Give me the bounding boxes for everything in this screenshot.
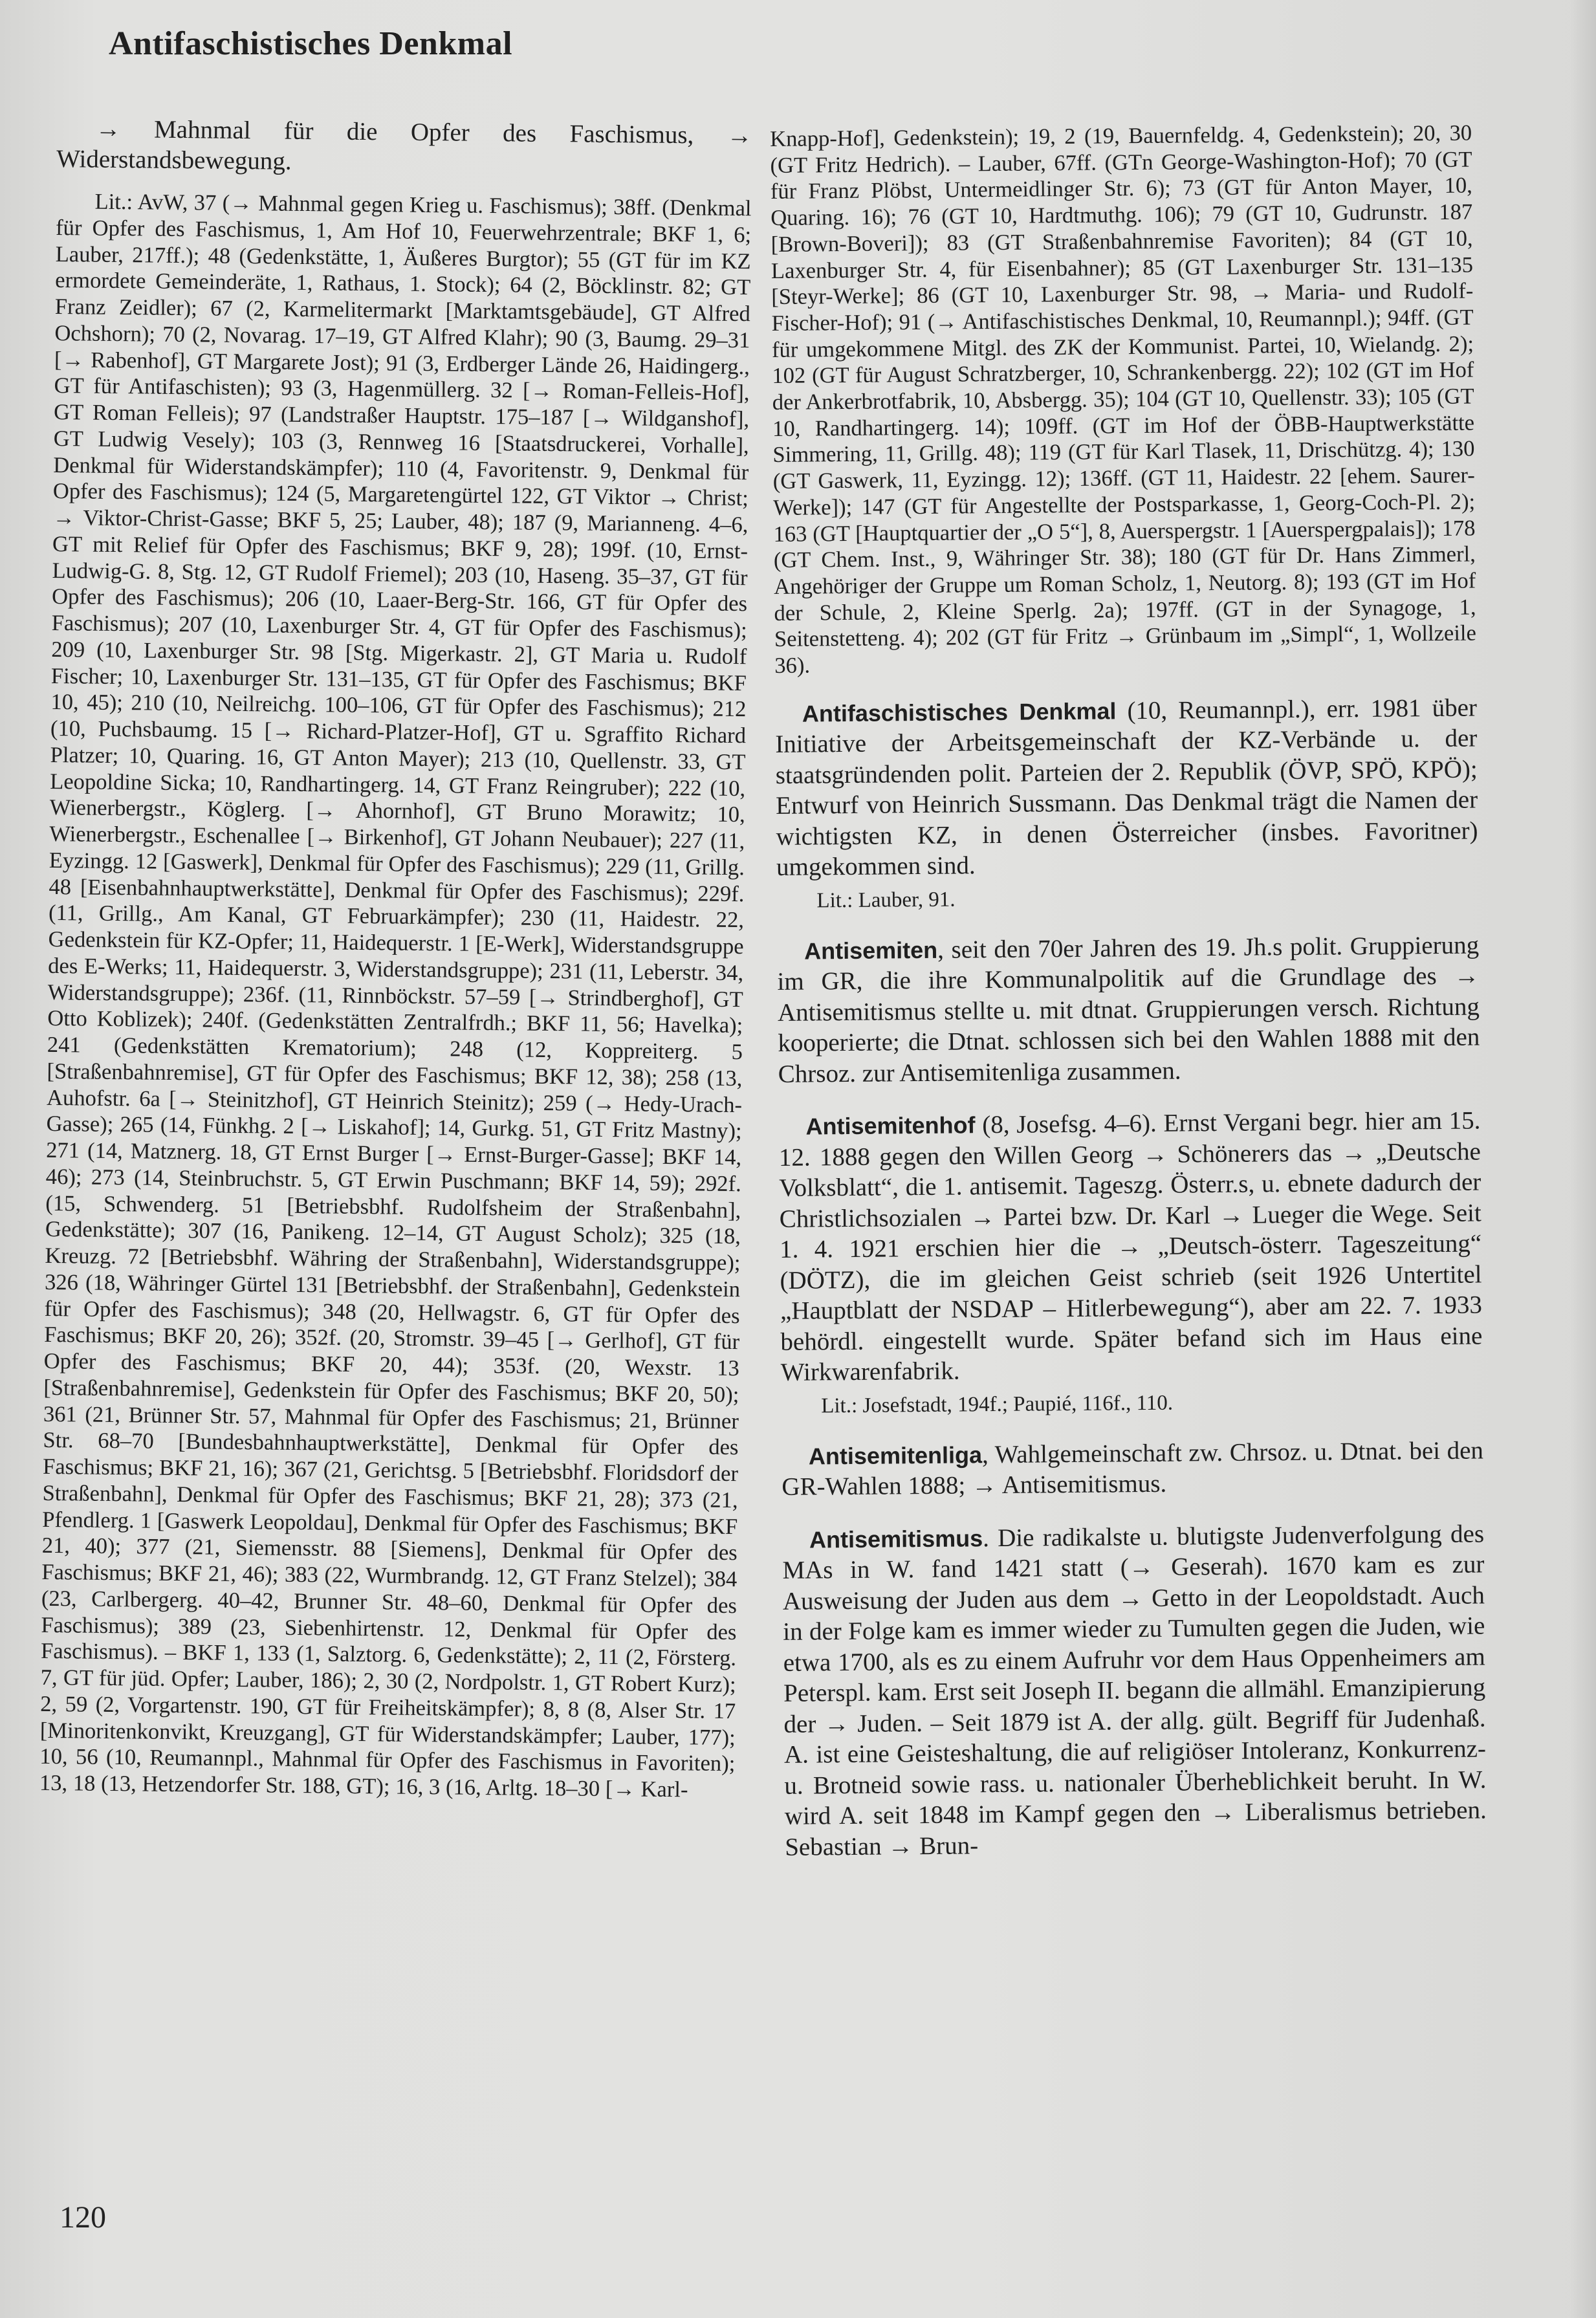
entry-antisemiten [777, 930, 1480, 1089]
entry-antifaschistisches-denkmal [775, 692, 1478, 882]
entry-lit: Lit.: Josefstadt, 194f.; Paupié, 116f., 110. [821, 1391, 1174, 1418]
right-column [770, 120, 1487, 1863]
entry-text: . Die radikalste u. blutigste Judenverfolgung des MAs in W. fand 1421 statt (→ Geserah). 1670 kam es zur Ausweisung der Juden aus dem → Getto in der Leopoldstadt. Auch in der Folge kam es immer wieder zu Tumulten gegen die Juden, wie etwa 1700, als es zu einem Aufruhr vor dem Haus Oppenheimers am Peterspl. kam. Erst seit Joseph II. begann die allmähl. Emanzipierung der → Juden. – Seit 1879 ist A. der allg. gült. Begriff für Judenhaß. A. ist eine Geisteshaltung, die auf religiöser Intoleranz, Konkurrenz- u. Brotneid sowie rass. u. nationaler Überheblichkeit beruht. In W. wird A. seit 1848 im Kampf gegen den → Liberalismus betrieben. Sebastian → Brun- [782, 1520, 1487, 1861]
entry-antisemitismus [782, 1518, 1487, 1863]
entry-text: (8, Josefsg. 4–6). Ernst Vergani begr. hier am 15. 12. 1888 gegen den Willen Georg → Schönerers das → „Deutsche Volksblatt“, die 1. antisemit. Tageszg. Österr.s, u. ebnete dadurch der Christlichsozialen → Partei bzw. Dr. Karl → Lueger die Wege. Seit 1. 4. 1921 erschien hier die → „Deutsch-österr. Tageszeitung“ (DÖTZ), die im gleichen Geist schrieb (seit 1926 Untertitel „Hauptblatt der NSDAP – Hitlerbewegung“), aber am 22. 7. 1933 behördl. eingestellt wurde. Später befand sich im Haus eine Wirkwarenfabrik. [778, 1106, 1483, 1387]
headword: Antifaschistisches Denkmal [802, 697, 1117, 727]
lit-references-left: Lit.: AvW, 37 (→ Mahnmal gegen Krieg u. Faschismus); 38ff. (Denkmal für Opfer des Faschismus, 1, Am Hof 10, Feuerwehrzentrale; BKF 1, 6; Lauber, 217ff.); 48 (Gedenkstätte, 1, Äußeres Burgtor); 55 (GT für im KZ ermordete Gemeinderäte, 1, Rathaus, 1. Stock); 64 (2, Böcklinstr. 82; GT Franz Zeidler); 67 (2, Karmelitermarkt [Marktamtsgebäude], GT Alfred Ochshorn); 70 (2, Novarag. 17–19, GT Alfred Klahr); 90 (3, Baumg. 29–31 [→ Rabenhof], GT Margarete Jost); 91 (3, Erdberger Lände 26, Haidingerg., GT für Antifaschisten); 93 (3, Hagenmüllerg. 32 [→ Roman-Felleis-Hof], GT Roman Felleis); 97 (Landstraßer Hauptstr. 175–187 [→ Wildganshof], GT Ludwig Vesely); 103 (3, Rennweg 16 [Staatsdruckerei, Vorhalle], Denkmal für Widerstandskämpfer); 110 (4, Favoritenstr. 9, Denkmal für Opfer des Faschismus); 124 (5, Margaretengürtel 122, GT Viktor → Christ; → Viktor-Christ-Gasse; BKF 5, 25; Lauber, 48); 187 (9, Marianneng. 4–6, GT mit Relief für Opfer des Faschismus; BKF 9, 28); 199f. (10, Ernst-Ludwig-G. 8, Stg. 12, GT Rudolf Friemel); 203 (10, Haseng. 35–37, GT für Opfer des Faschismus); 206 (10, Laaer-Berg-Str. 166, GT für Opfer des Faschismus); 207 (10, Laxenburger Str. 4, GT für Opfer des Faschismus); 209 (10, Laxenburger Str. 98 [Stg. Migerkastr. 2], GT Maria u. Rudolf Fischer; 10, Laxenburger Str. 131–135, GT für Opfer des Faschismus; BKF 10, 45); 210 (10, Neilreichg. 100–106, GT für Opfer des Faschismus); 212 (10, Puchsbaumg. 15 [→ Richard-Platzer-Hof], GT u. Sgraffito Richard Platzer; 10, Quaring. 16, GT Anton Mayer); 213 (10, Quellenstr. 33, GT Leopoldine Sicka; 10, Randhartingerg. 14, GT Franz Reingruber); 222 (10, Wienerbergstr., Köglerg. [→ Ahornhof], GT Bruno Morawitz; 10, Wienerbergstr., Eschenallee [→ Birkenhof], GT Johann Neubauer); 227 (11, Eyzingg. 12 [Gaswerk], Denkmal für Opfer des Faschismus); 229 (11, Grillg. 48 [Eisenbahnhauptwerkstätte], Denkmal für Opfer des Faschismus); 229f. (11, Grillg., Am Kanal, GT Februarkämpfer); 230 (11, Haidestr. 22, Gedenkstein für KZ-Opfer; 11, Haidequerstr. 1 [E-Werk], Widerstandsgruppe des E-Werks; 11, Haidequerstr. 3, Widerstandsgruppe); 231 (11, Leberstr. 34, Widerstandsgruppe); 236f. (11, Rinnböckstr. 57–59 [→ Strindberghof], GT Otto Koblizek); 240f. (Gedenkstätten Zentralfrdh.; BKF 11, 56; Havelka); 241 (Gedenkstätten Krematorium); 248 (12, Koppreiterg. 5 [Straßenbahnremise], GT für Opfer des Faschismus; BKF 12, 38); 258 (13, Auhofstr. 6a [→ Steinitzhof], GT Heinrich Steinitz); 259 (→ Hedy-Urach-Gasse); 265 (14, Fünkhg. 2 [→ Liskahof]; 14, Gurkg. 51, GT Fritz Mastny); 271 (14, Matznerg. 18, GT Ernst Burger [→ Ernst-Burger-Gasse]; BKF 14, 46); 273 (14, Steinbruchstr. 5, GT Erwin Puschmann; BKF 14, 59); 292f. (15, Schwenderg. 51 [Betriebsbhf. Rudolfsheim der Straßenbahn], Gedenkstätte); 307 (16, Panikeng. 12–14, GT August Scholz); 325 (18, Kreuzg. 72 [Betriebsbhf. Währing der Straßenbahn], Widerstandsgruppe); 326 (18, Währinger Gürtel 131 [Betriebsbhf. der Straßenbahn], Gedenkstein für Opfer des Faschismus); 348 (20, Hellwagstr. 6, GT für Opfer des Faschismus; BKF 20, 26); 352f. (20, Stromstr. 39–45 [→ Gerlhof], GT für Opfer des Faschismus; BKF 20, 44); 353f. (20, Wexstr. 13 [Straßenbahnremise], Gedenkstein für Opfer des Faschismus; BKF 20, 50); 361 (21, Brünner Str. 57, Mahnmal für Opfer des Faschismus; 21, Brünner Str. 68–70 [Bundesbahnhauptwerkstätte], Denkmal für Opfer des Faschismus; BKF 21, 16); 367 (21, Gerichtsg. 5 [Betriebsbhf. Floridsdorf der Straßenbahn], Denkmal für Opfer des Faschismus; BKF 21, 28); 373 (21, Pfendlerg. 1 [Gaswerk Leopoldau], Denkmal für Opfer des Faschismus; BKF 21, 40); 377 (21, Siemensstr. 88 [Siemens], Denkmal für Opfer des Faschismus; BKF 21, 46); 383 (22, Wurmbrandg. 12, GT Franz Stelzel); 384 (23, Carlbergerg. 40–42, Brunner Str. 48–60, Denkmal für Opfer des Faschismus); 389 (23, Siebenhirtenstr. 12, Denkmal für Opfer des Faschismus). – BKF 1, 133 (1, Salztorg. 6, Gedenkstätte); 2, 11 (2, Försterg. 7, GT für jüd. Opfer; Lauber, 186); 2, 30 (2, Nordpolstr. 1, GT Robert Kurz); 2, 59 (2, Vorgartenstr. 190, GT für Freiheitskämpfer); 8, 8 (8, Alser Str. 17 [Minoritenkonvikt, Kreuzgang], GT für Widerstandskämpfer; Lauber, 177); 10, 56 (10, Reumannpl., Mahnmal für Opfer des Faschismus in Favoriten); 13, 18 (13, Hetzendorfer Str. 188, GT); 16, 3 (16, Arltg. 18–30 [→ Karl- [39, 189, 752, 1802]
intro-crossref: → Mahnmal für die Opfer des Faschismus, → Widerstandsbewegung. [56, 115, 752, 175]
headword: Antisemitenhof [805, 1111, 976, 1140]
left-column [39, 113, 752, 1804]
entry-lit: Lit.: Lauber, 91. [816, 888, 956, 913]
entry-antisemitenliga [782, 1435, 1484, 1502]
entry-antisemitenhof [778, 1106, 1483, 1388]
headword: Antisemiten [803, 936, 938, 965]
binding-shadow [1570, 0, 1596, 2318]
headword: Antisemitenliga [808, 1441, 983, 1470]
entry-text: , seit den 70er Jahren des 19. Jh.s polit. Gruppierung im GR, die ihre Kommunalpolitik auf die Grundlage des → Antisemitismus stellte u. mit dtnat. Gruppierungen versch. Richtung kooperierte; die Dtnat. schlossen sich bei den Wahlen 1888 mit den Chrsoz. zur Antisemitenliga zusammen. [777, 931, 1480, 1088]
entry-text: (10, Reumannpl.), err. 1981 über Initiative der Arbeitsgemeinschaft der KZ-Verbände u. der staatsgründenden polit. Parteien der 2. Republik (ÖVP, SPÖ, KPÖ); Entwurf von Heinrich Sussmann. Das Denkmal trägt die Namen der wichtigsten KZ, in denen Österreicher (insbes. Favoritner) umgekommen sind. [775, 694, 1478, 882]
headword: Antisemitismus [809, 1524, 983, 1553]
running-head: Antifaschistisches Denkmal [109, 25, 513, 62]
lit-references-right: Knapp-Hof], Gedenkstein); 19, 2 (19, Bauernfeldg. 4, Gedenkstein); 20, 30 (GT Fritz Hedrich). – Lauber, 67ff. (GTn George-Washington-Hof); 70 (GT für Franz Plöbst, Untermeidlinger Str. 6); 73 (GT für Anton Mayer, 10, Quaring. 16); 76 (GT 10, Hardtmuthg. 106); 79 (GT 10, Gudrunstr. 187 [Brown-Boveri]); 83 (GT Straßenbahnremise Favoriten); 84 (GT 10, Laxenburger Str. 4, für Eisenbahner); 85 (GT Laxenburger Str. 131–135 [Steyr-Werke]; 86 (GT 10, Laxenburger Str. 98, → Maria- und Rudolf-Fischer-Hof); 91 (→ Antifaschistisches Denkmal, 10, Reumannpl.); 94ff. (GT für umgekommene Mitgl. des ZK der Kommunist. Partei, 10, Wielandg. 2); 102 (GT für August Schratzberger, 10, Schrankenbergg. 22); 102 (GT im Hof der Ankerbrotfabrik, 10, Absbergg. 35); 104 (GT 10, Quellenstr. 33); 105 (GT 10, Randhartingerg. 14); 109ff. (GT im Hof der ÖBB-Hauptwerkstätte Simmering, 11, Grillg. 48); 119 (GT für Karl Tlasek, 11, Drischützg. 4); 130 (GT Gaswerk, 11, Eyzingg. 12); 136ff. (GT 11, Haidestr. 22 [ehem. Saurer-Werke]); 147 (GT für Angestellte der Postsparkasse, 1, Georg-Coch-Pl. 2); 163 (GT [Hauptquartier der „O 5“], 8, Auerspergstr. 1 [Auerspergpalais]); 178 (GT Chem. Inst., 9, Währinger Str. 38); 180 (GT für Dr. Hans Zimmerl, Angehöriger der Gruppe um Roman Scholz, 1, Neutorg. 8); 193 (GT im Hof der Schule, 2, Kleine Sperlg. 2a); 197ff. (GT in der Synagoge, 1, Seitenstetteng. 4); 202 (GT für Fritz → Grünbaum im „Simpl“, 1, Wollzeile 36). [770, 120, 1477, 679]
entry-text: , Wahlgemeinschaft zw. Chrsoz. u. Dtnat. bei den GR-Wahlen 1888; → Antisemitismus. [782, 1436, 1484, 1502]
page-number: 120 [60, 2200, 106, 2235]
